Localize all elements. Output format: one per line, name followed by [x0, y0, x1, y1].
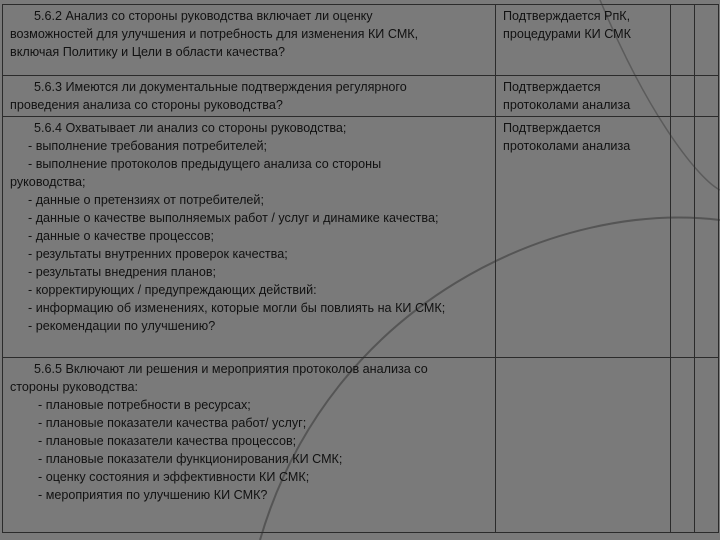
answer-cell	[496, 5, 671, 76]
table-row	[3, 5, 719, 76]
empty-cell	[695, 358, 719, 533]
list-item: - результаты внутренних проверок качества;	[28, 247, 288, 261]
answer-cell	[496, 358, 671, 533]
question-text: включая Политику и Цели в области качества?	[10, 45, 285, 59]
answer-text: Подтверждается протоколами анализа	[503, 80, 631, 112]
question-cell	[3, 358, 496, 533]
question-cell	[3, 76, 496, 117]
table-row	[3, 117, 719, 358]
list-item: - результаты внедрения планов;	[28, 265, 217, 279]
empty-cell	[671, 117, 695, 358]
list-item: - данные о качестве выполняемых работ / услуг и динамике качества;	[28, 211, 439, 225]
list-item: - выполнение требования потребителей;	[28, 139, 268, 153]
question-heading: 5.6.5 Включают ли решения и мероприятия протоколов анализа со	[34, 362, 428, 376]
answer-cell	[496, 117, 671, 358]
list-item: - рекомендации по улучшению?	[28, 319, 216, 333]
list-item: - данные о качестве процессов;	[28, 229, 215, 243]
question-cell	[3, 5, 496, 76]
list-item: - плановые показатели функционирования КИ СМК;	[38, 452, 343, 466]
list-item: - выполнение протоколов предыдущего анализа со стороны	[28, 157, 382, 171]
table-row	[3, 76, 719, 117]
list-item: - мероприятия по улучшению КИ СМК?	[38, 488, 268, 502]
empty-cell	[695, 117, 719, 358]
empty-cell	[671, 76, 695, 117]
question-heading: 5.6.3 Имеются ли документальные подтверждения регулярного	[34, 80, 407, 94]
question-heading: 5.6.2 Анализ со стороны руководства включает ли оценку	[34, 9, 373, 23]
empty-cell	[671, 5, 695, 76]
empty-cell	[671, 358, 695, 533]
list-item: - плановые показатели качества процессов;	[38, 434, 297, 448]
list-item: - плановые показатели качества работ/ услуг;	[38, 416, 307, 430]
question-cell	[3, 117, 496, 358]
question-heading: 5.6.4 Охватывает ли анализ со стороны руководства;	[34, 121, 347, 135]
answer-text: Подтверждается протоколами анализа	[503, 121, 631, 153]
question-text: проведения анализа со стороны руководства?	[10, 98, 283, 112]
answer-cell	[496, 76, 671, 117]
empty-cell	[695, 76, 719, 117]
list-item: - корректирующих / предупреждающих действий:	[28, 283, 317, 297]
empty-cell	[695, 5, 719, 76]
checklist-table	[2, 4, 719, 533]
list-item: - информацию об изменениях, которые могли бы повлиять на КИ СМК;	[28, 301, 446, 315]
question-text: стороны руководства:	[10, 380, 138, 394]
list-item: - данные о претензиях от потребителей;	[28, 193, 264, 207]
list-item: - оценку состояния и эффективности КИ СМК;	[38, 470, 310, 484]
answer-text: Подтверждается РпК, процедурами КИ СМК	[503, 9, 631, 41]
list-item: - плановые потребности в ресурсах;	[38, 398, 251, 412]
question-text: возможностей для улучшения и потребность для изменения КИ СМК,	[10, 27, 419, 41]
question-text: руководства;	[10, 175, 86, 189]
table-row	[3, 358, 719, 533]
